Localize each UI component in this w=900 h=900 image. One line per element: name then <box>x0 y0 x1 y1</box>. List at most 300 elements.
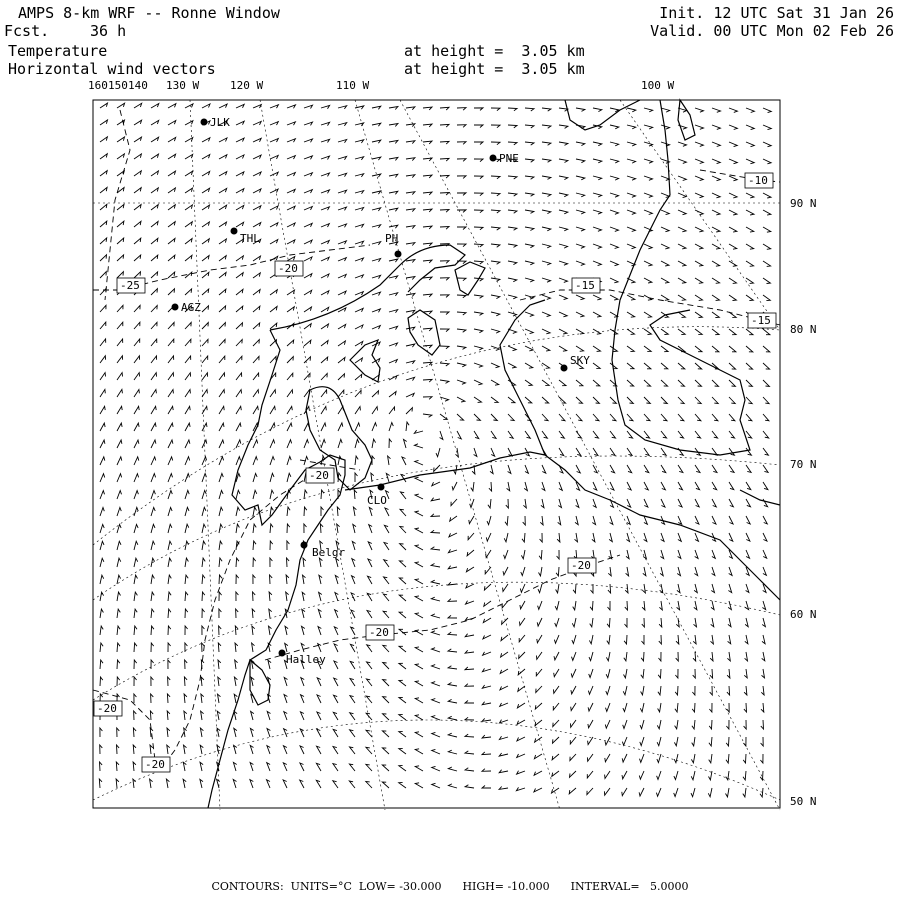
wind-vector <box>233 779 236 788</box>
wind-vector <box>622 737 627 745</box>
wind-vector <box>608 584 611 593</box>
wind-vector <box>185 406 190 414</box>
wind-vector <box>151 272 158 278</box>
wind-vector <box>593 312 601 317</box>
wind-vector <box>117 204 124 210</box>
wind-vector <box>117 322 123 329</box>
wind-vector <box>168 339 174 346</box>
wind-vector <box>695 397 701 404</box>
wind-vector <box>660 584 663 593</box>
forecast-hour: 36 h <box>90 22 127 40</box>
wind-vector <box>284 729 288 737</box>
coastline-bay-2 <box>408 310 440 355</box>
wind-vector <box>508 465 511 474</box>
wind-vector <box>746 125 754 130</box>
wind-vector <box>695 482 700 490</box>
wind-vector <box>491 227 500 230</box>
wind-vector <box>382 782 389 788</box>
wind-vector <box>151 373 157 380</box>
wind-vector <box>236 172 244 176</box>
wind-vector <box>168 373 174 380</box>
wind-vector <box>469 516 474 524</box>
wind-vector <box>692 737 695 746</box>
wind-vector <box>525 125 534 128</box>
wind-vector <box>168 507 172 516</box>
wind-vector <box>746 465 751 472</box>
wind-vector <box>304 240 312 244</box>
wind-vector <box>389 326 398 329</box>
wind-vector <box>763 448 768 455</box>
wind-vector <box>134 626 137 635</box>
wind-vector <box>440 312 449 315</box>
wind-vector <box>508 125 517 128</box>
wind-vector <box>404 439 407 448</box>
wind-vector <box>692 703 695 712</box>
wind-vector <box>301 678 304 686</box>
wind-vector <box>236 222 244 227</box>
wind-vector <box>491 380 499 385</box>
lon-label: 130 W <box>166 79 200 92</box>
wind-vector <box>693 652 696 661</box>
wind-vector <box>321 357 328 363</box>
wind-vector <box>372 191 381 194</box>
wind-vector <box>236 256 243 261</box>
wind-vector <box>218 643 221 652</box>
wind-vector <box>285 643 288 652</box>
wind-vector <box>678 125 687 129</box>
grid-line-meridian-120w <box>260 100 385 810</box>
wind-vector <box>521 550 525 559</box>
wind-vector <box>151 339 157 346</box>
wind-vector <box>501 652 508 657</box>
wind-vector <box>474 431 479 439</box>
wind-vector <box>389 174 398 177</box>
wind-vector <box>508 295 517 299</box>
wind-vector <box>625 601 628 610</box>
wind-vector <box>695 329 702 335</box>
wind-vector <box>659 635 662 644</box>
wind-vector <box>185 171 193 176</box>
wind-vector <box>349 764 355 771</box>
wind-vector <box>695 465 700 473</box>
wind-vector <box>385 508 389 516</box>
wind-vector <box>661 261 669 266</box>
wind-vector <box>100 508 104 517</box>
wind-vector <box>729 227 737 232</box>
wind-vector <box>712 295 720 300</box>
wind-vector <box>117 558 121 567</box>
wind-vector <box>448 549 457 552</box>
wind-vector <box>482 769 491 772</box>
wind-vector <box>134 188 141 193</box>
wind-vector <box>202 356 208 363</box>
wind-vector <box>355 341 363 346</box>
wind-vector <box>542 329 550 334</box>
wind-vector <box>641 686 644 695</box>
wind-vector <box>372 140 381 143</box>
wind-vector <box>763 329 770 335</box>
wind-vector <box>559 448 564 456</box>
wind-vector <box>508 414 514 421</box>
wind-vector <box>253 373 259 380</box>
wind-vector <box>761 686 764 695</box>
wind-vector <box>712 516 716 524</box>
wind-vector <box>608 567 611 576</box>
wind-vector <box>570 771 577 777</box>
wind-vector <box>606 686 610 695</box>
coastline-far-east <box>612 100 750 455</box>
wind-vector <box>236 340 242 347</box>
wind-vector <box>542 108 551 111</box>
wind-vector <box>575 516 578 525</box>
wind-vector <box>100 728 103 737</box>
wind-vector <box>287 105 296 108</box>
wind-vector <box>499 753 508 756</box>
wind-vector <box>542 414 548 421</box>
wind-vector <box>270 541 273 550</box>
wind-vector <box>352 559 355 567</box>
wind-vector <box>571 720 577 727</box>
wind-vector <box>695 142 703 146</box>
wind-vector <box>676 635 679 644</box>
wind-vector <box>519 635 525 642</box>
wind-vector <box>644 499 648 507</box>
wind-vector <box>399 578 406 584</box>
wind-vector <box>695 380 702 386</box>
wind-vector <box>693 669 696 678</box>
wind-vector <box>658 703 661 712</box>
wind-vector <box>474 363 483 367</box>
wind-vector <box>236 592 239 601</box>
wind-vector <box>287 390 293 397</box>
wind-vector <box>389 191 398 194</box>
wind-vector <box>134 272 141 278</box>
wind-vector <box>134 474 139 482</box>
wind-vector <box>483 652 491 655</box>
wind-vector <box>270 172 278 176</box>
contour-label <box>745 173 773 188</box>
wind-vector <box>491 244 500 247</box>
wind-vector <box>474 227 483 230</box>
wind-vector <box>431 580 440 584</box>
wind-vector <box>695 431 701 438</box>
wind-vector <box>657 737 661 746</box>
wind-vector <box>117 457 122 465</box>
wind-vector <box>525 329 533 334</box>
wind-vector <box>508 431 513 438</box>
wind-vector <box>712 244 720 249</box>
wind-vector <box>366 696 372 703</box>
wind-vector <box>100 187 107 193</box>
wind-vector <box>117 305 123 312</box>
wind-vector <box>729 346 736 352</box>
wind-vector <box>321 224 329 227</box>
wind-vector <box>555 618 559 627</box>
wind-vector <box>542 397 549 403</box>
wind-vector <box>593 227 602 231</box>
wind-vector <box>729 431 735 438</box>
wind-vector <box>576 176 585 180</box>
wind-vector <box>623 720 627 729</box>
wind-vector <box>134 221 141 227</box>
wind-vector <box>253 290 260 296</box>
wind-vector <box>168 322 174 329</box>
wind-vector <box>389 225 398 228</box>
wind-vector <box>134 457 139 465</box>
wind-vector <box>117 423 122 431</box>
wind-vector <box>302 592 305 601</box>
wind-vector <box>643 567 646 576</box>
wind-vector <box>134 120 142 125</box>
wind-vector <box>284 712 287 720</box>
wind-vector <box>234 677 237 686</box>
wind-vector <box>219 205 227 210</box>
wind-vector <box>678 210 686 215</box>
wind-vector <box>746 227 754 232</box>
wind-vector <box>202 306 209 312</box>
wind-vector <box>250 763 253 772</box>
wind-vector <box>234 711 237 720</box>
wind-vector <box>167 728 170 737</box>
wind-vector <box>695 516 699 524</box>
station-label: JLK <box>210 116 230 129</box>
wind-vector <box>593 329 601 334</box>
grid-line-meridian-130w <box>190 100 220 810</box>
wind-vector <box>406 293 415 296</box>
wind-vector <box>236 524 239 533</box>
wind-vector <box>366 782 372 789</box>
wind-vector <box>117 406 122 414</box>
wind-vector <box>457 312 466 315</box>
wind-vector <box>506 499 509 508</box>
wind-vector <box>100 660 103 669</box>
wind-vector <box>491 210 500 213</box>
wind-vector <box>640 720 644 729</box>
wind-vector <box>644 414 650 421</box>
wind-vector <box>729 499 733 507</box>
wind-vector <box>763 431 769 438</box>
wind-vector <box>406 377 415 380</box>
wind-vector <box>100 389 105 397</box>
wind-vector <box>593 176 602 180</box>
wind-vector <box>592 516 595 525</box>
wind-vector <box>219 188 227 193</box>
wind-vector <box>524 482 527 491</box>
wind-vector <box>525 346 533 351</box>
wind-vector <box>644 448 649 455</box>
wind-vector <box>287 240 295 244</box>
wind-vector <box>185 524 189 533</box>
wind-vector <box>610 329 618 334</box>
wind-vector <box>367 645 372 652</box>
wind-vector <box>269 592 272 601</box>
wind-vector <box>351 593 355 601</box>
wind-vector <box>572 635 576 644</box>
wind-vector <box>100 255 107 261</box>
wind-vector <box>117 137 125 142</box>
wind-vector <box>491 278 500 281</box>
wind-vector <box>746 295 753 301</box>
wind-vector <box>729 533 733 541</box>
wind-vector <box>491 363 499 368</box>
contour-label <box>275 261 303 276</box>
wind-vector <box>440 295 449 298</box>
wind-vector <box>542 278 551 282</box>
coastline-top-island <box>678 100 695 140</box>
wind-vector <box>117 643 120 652</box>
wind-vector <box>236 457 241 465</box>
wind-vector <box>168 255 175 261</box>
wind-vector <box>606 703 611 711</box>
wind-vector <box>372 174 381 177</box>
wind-vector <box>711 601 714 610</box>
wind-vector <box>675 720 678 729</box>
wind-vector <box>134 423 139 431</box>
wind-vector <box>250 728 253 737</box>
wind-vector <box>168 474 173 482</box>
wind-vector <box>270 155 278 159</box>
wind-vector <box>448 784 457 788</box>
wind-vector <box>304 173 312 177</box>
wind-vector <box>200 779 203 788</box>
wind-vector <box>593 499 596 507</box>
wind-vector <box>338 241 346 244</box>
wind-vector <box>593 261 601 266</box>
wind-vector <box>415 494 423 499</box>
wind-vector <box>100 154 107 159</box>
wind-vector <box>117 474 122 482</box>
wind-vector <box>465 701 474 704</box>
wind-vector <box>338 324 346 329</box>
wind-vector <box>168 406 173 414</box>
wind-vector <box>389 157 398 160</box>
wind-vector <box>588 737 593 745</box>
wind-vector <box>366 679 372 686</box>
wind-vector <box>726 788 730 797</box>
wind-vector <box>762 635 765 644</box>
wind-vector <box>744 720 747 729</box>
wind-vector <box>661 448 666 455</box>
wind-vector <box>491 193 500 196</box>
wind-vector <box>338 274 346 278</box>
station-label: SKY <box>570 354 590 367</box>
wind-vector <box>168 660 171 669</box>
wind-vector <box>556 567 559 576</box>
wind-vector <box>448 750 457 754</box>
wind-vector <box>525 261 534 265</box>
wind-vector <box>134 154 141 159</box>
wind-vector <box>644 533 647 542</box>
wind-vector <box>576 108 585 111</box>
wind-vector <box>474 108 483 111</box>
wind-vector <box>695 346 702 352</box>
wind-vector <box>559 261 568 265</box>
wind-vector <box>542 346 550 351</box>
wind-vector <box>117 272 123 278</box>
wind-vector <box>236 121 244 125</box>
wind-vector <box>399 731 406 737</box>
wind-vector <box>763 210 771 215</box>
wind-vector <box>746 363 753 369</box>
wind-vector <box>270 406 275 414</box>
wind-vector <box>389 439 392 448</box>
wind-vector <box>712 465 717 473</box>
svg-text:-20: -20 <box>369 626 389 639</box>
wind-vector <box>383 697 389 703</box>
wind-vector <box>508 363 516 368</box>
wind-vector <box>575 533 578 542</box>
wind-vector <box>100 373 106 380</box>
wind-vector <box>508 448 512 456</box>
wind-vector <box>219 356 225 363</box>
wind-vector <box>659 618 662 627</box>
wind-vector <box>399 646 406 652</box>
wind-vector <box>219 222 227 227</box>
wind-vector <box>559 295 567 300</box>
wind-vector <box>712 312 719 318</box>
wind-vector <box>436 448 440 457</box>
wind-vector <box>270 440 275 448</box>
wind-vector <box>542 465 546 473</box>
wind-vector <box>763 363 770 369</box>
wind-vector <box>691 788 695 797</box>
wind-vector <box>304 139 313 142</box>
wind-vector <box>538 584 542 593</box>
wind-vector <box>406 141 415 144</box>
wind-vector <box>168 356 174 363</box>
wind-vector <box>627 397 633 403</box>
wind-vector <box>520 584 525 592</box>
wind-vector <box>711 635 714 644</box>
wind-vector <box>525 108 534 111</box>
wind-vector <box>303 558 306 567</box>
wind-vector <box>236 356 242 363</box>
wind-vector <box>151 575 154 584</box>
wind-vector <box>400 509 406 516</box>
station-marker <box>395 251 402 258</box>
wind-vector <box>627 380 634 386</box>
wind-vector <box>675 669 678 678</box>
wind-vector <box>334 661 338 669</box>
wind-vector <box>661 295 669 300</box>
wind-vector <box>423 379 432 382</box>
wind-vector <box>270 122 278 126</box>
wind-vector <box>302 626 305 635</box>
wind-vector <box>534 754 542 759</box>
wind-vector <box>457 363 466 367</box>
lon-label: 100 W <box>641 79 675 92</box>
wind-vector <box>553 720 559 727</box>
wind-vector <box>576 448 581 456</box>
contour-label <box>366 625 394 640</box>
wind-vector <box>423 158 432 161</box>
wind-vector <box>355 325 363 329</box>
init-time: Init. 12 UTC Sat 31 Jan 26 <box>659 4 894 22</box>
wind-vector <box>183 762 186 771</box>
wind-vector <box>440 346 449 349</box>
wind-vector <box>134 390 139 398</box>
wind-vector <box>729 465 734 472</box>
wind-vector <box>134 643 137 652</box>
wind-vector <box>593 397 599 403</box>
wind-vector <box>639 771 644 779</box>
wind-vector <box>117 356 123 363</box>
wind-vector <box>712 482 717 490</box>
wind-vector <box>623 703 627 712</box>
wind-vector <box>415 664 423 669</box>
wind-vector <box>270 206 278 210</box>
wind-vector <box>448 632 457 635</box>
